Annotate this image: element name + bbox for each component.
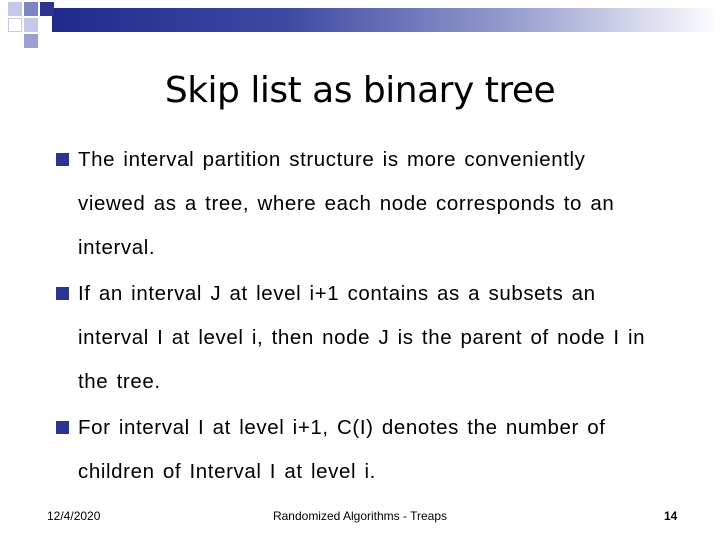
square-bullet-icon (56, 153, 69, 166)
bullet-text: The interval partition structure is more conveniently viewed as a tree, where each node corresponds to an interval. (78, 148, 615, 259)
bullet-item (56, 272, 656, 404)
decor-square (40, 2, 54, 16)
header-gradient-bar (52, 8, 720, 32)
decor-square (8, 18, 22, 32)
decor-square (24, 34, 38, 48)
bullet-text: If an interval J at level i+1 contains as a subsets an interval I at level i, then node J is the parent of node I in the tree. (78, 282, 646, 393)
footer-date: 12/4/2020 (47, 509, 101, 523)
page-number: 14 (664, 509, 678, 523)
square-bullet-icon (56, 421, 69, 434)
square-bullet-icon (56, 287, 69, 300)
bullet-text: For interval I at level i+1, C(I) denotes the number of children of Interval I at level i. (78, 416, 606, 483)
corner-decoration (0, 0, 60, 50)
decor-square (24, 18, 38, 32)
footer-title: Randomized Algorithms - Treaps (272, 509, 448, 523)
bullet-list (56, 138, 656, 496)
slide-title: Skip list as binary tree (164, 70, 556, 111)
decor-square (24, 2, 38, 16)
decor-square (8, 2, 22, 16)
bullet-item (56, 406, 656, 494)
bullet-item (56, 138, 656, 270)
